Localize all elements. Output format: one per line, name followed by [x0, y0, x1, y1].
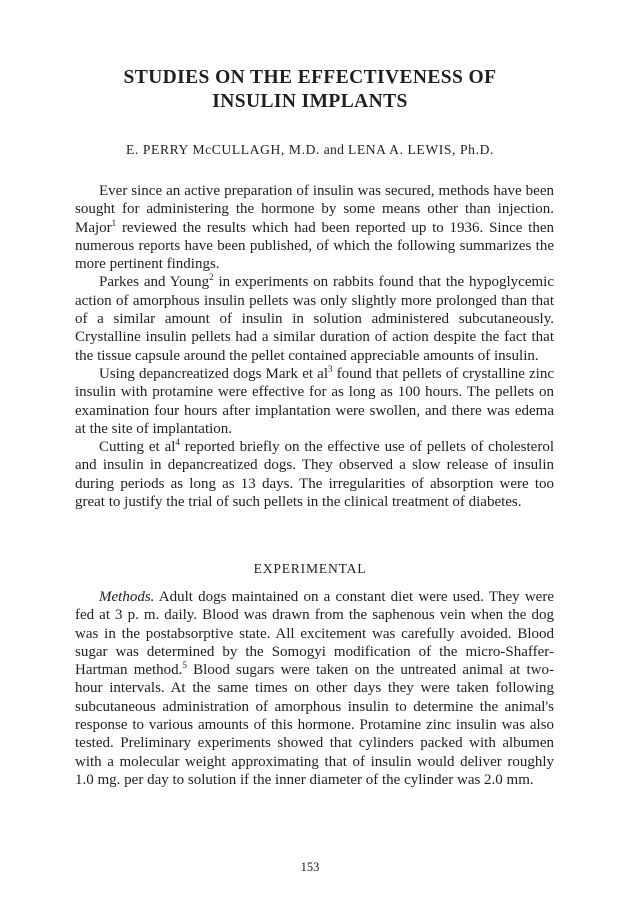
paragraph-1-text-b: reviewed the results which had been reported up to 1936. Since then numerous reports have been published, of which the following summarizes the more pertinent findings. — [75, 219, 554, 273]
reference-4: 4 — [175, 437, 180, 448]
reference-1: 1 — [111, 217, 117, 228]
author-conjunction: and — [323, 142, 345, 157]
paragraph-3-text-a: Using depancreatized dogs Mark et al — [99, 365, 328, 382]
author-line — [0, 142, 620, 158]
paragraph-4 — [75, 438, 554, 511]
paragraph-2-text-a: Parkes and Young — [99, 274, 210, 291]
introduction-section — [75, 182, 554, 511]
reference-2: 2 — [209, 272, 214, 283]
paragraph-4-text-a: Cutting et al — [99, 439, 176, 456]
paper-title-line-1: STUDIES ON THE EFFECTIVENESS OF — [123, 67, 497, 88]
paragraph-4-text-b: reported briefly on the effective use of pellets of cholesterol and insulin in depancreatized dogs. They observed a slow release of insulin during periods as long as 13 days. The irregularities of absorption were too great to justify the trial of such pellets in the clinical treatment of diabetes. — [75, 439, 554, 511]
methods-section — [75, 588, 554, 789]
paragraph-1-text-a: Ever since an active preparation of insulin was secured, methods have been sought for administering the hormone by some means other than injection. Major — [75, 183, 554, 236]
methods-text-b: Blood sugars were taken on the untreated animal at two-hour intervals. At the same times on other days they were taken following subcutaneous administration of amorphous insulin to determine the animal's response to various amounts of this hormone. Protamine zinc insulin was also tested. Preliminary experiments showed that cylinders packed with albumen with a molecular weight approximating that of insulin would deliver roughly 1.0 mg. per day to solution if the inner diameter of the cylinder was 2.0 mm. — [75, 662, 554, 788]
methods-paragraph — [75, 588, 554, 789]
methods-label: Methods. — [99, 589, 155, 605]
author-2: LENA A. LEWIS, Ph.D. — [347, 142, 494, 157]
reference-3: 3 — [328, 363, 333, 374]
reference-5: 5 — [182, 660, 187, 671]
section-heading-experimental: EXPERIMENTAL — [253, 561, 367, 576]
paragraph-1 — [75, 182, 554, 273]
paragraph-3 — [75, 365, 554, 438]
paragraph-3-text-b: found that pellets of crystalline zinc insulin with protamine were effective for as long as 100 hours. The pellets on examination four hours after implantation were swollen, and there was edema at the site of implantation. — [75, 365, 554, 437]
methods-text-a: Adult dogs maintained on a constant diet were used. They were fed at 3 p. m. daily. Blood was drawn from the saphenous vein when the dog was in the postabsorptive state. All excitement was carefully avoided. Blood sugar was determined by the Somogyi modification of the micro-Shaffer-Hartman method. — [75, 589, 554, 679]
paper-title-line-2: INSULIN IMPLANTS — [212, 91, 408, 112]
page-number: 153 — [300, 860, 320, 874]
paragraph-2-text-b: in experiments on rabbits found that the hypoglycemic action of amorphous insulin pellets was only slightly more prolonged than that of a similar amount of insulin in solution administered subcutaneously. Crystalline insulin pellets had a similar duration of action despite the fact that the tissue capsule around the pellet contained appreciable amounts of insulin. — [75, 274, 554, 364]
author-1: E. PERRY McCULLAGH, M.D. — [125, 142, 321, 157]
paragraph-2 — [75, 273, 554, 364]
